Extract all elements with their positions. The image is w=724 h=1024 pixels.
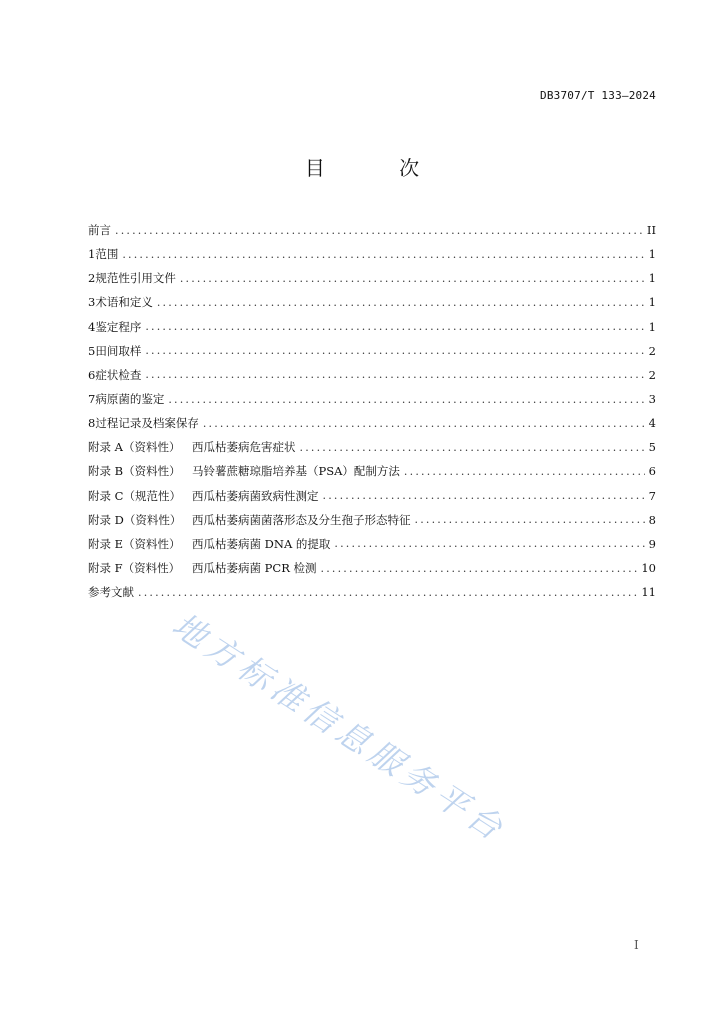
toc-entry-page: 2 xyxy=(648,367,656,382)
toc-entry[interactable] xyxy=(88,339,656,363)
toc-entry-number: 3 xyxy=(88,295,96,310)
page-number: I xyxy=(634,938,639,952)
toc-leader-dots xyxy=(180,272,645,285)
toc-entry-number: 附录 C（规范性） xyxy=(88,488,181,503)
toc-entry-number: 附录 E（资料性） xyxy=(88,536,181,551)
toc-entry-number: 1 xyxy=(88,247,96,262)
toc-entry-label: 西瓜枯萎病菌致病性测定 xyxy=(192,488,319,503)
toc-entry-label: 鉴定程序 xyxy=(95,319,142,334)
toc-entry-page: II xyxy=(646,223,656,238)
toc-leader-dots xyxy=(145,320,644,333)
toc-entry-number: 附录 D（资料性） xyxy=(88,512,182,527)
toc-entry-number: 8 xyxy=(88,416,96,431)
toc-entry[interactable] xyxy=(88,580,656,604)
toc-leader-dots xyxy=(323,489,645,502)
toc-entry-page: 2 xyxy=(648,343,656,358)
toc-entry[interactable] xyxy=(88,315,656,339)
toc-entry-label: 术语和定义 xyxy=(95,295,153,310)
document-code: DB3707/T 133—2024 xyxy=(540,89,656,102)
toc-leader-dots xyxy=(334,537,644,550)
toc-entry-label: 西瓜枯萎病菌菌落形态及分生孢子形态特征 xyxy=(192,512,411,527)
toc-entry-label: 马铃薯蔗糖琼脂培养基（PSA）配制方法 xyxy=(192,464,400,479)
toc-entry-number: 5 xyxy=(88,343,96,358)
toc-entry-number: 7 xyxy=(88,392,96,407)
toc-entry-page: 4 xyxy=(648,416,656,431)
toc-leader-dots xyxy=(404,465,645,478)
toc-leader-dots xyxy=(122,248,644,261)
toc-entry-number: 4 xyxy=(88,319,96,334)
toc-title: 目 次 xyxy=(304,156,454,180)
toc-entry-label: 参考文献 xyxy=(88,585,134,600)
toc-entry[interactable] xyxy=(88,266,656,290)
toc-entry-number: 附录 B（资料性） xyxy=(88,464,181,479)
toc-entry[interactable] xyxy=(88,387,656,411)
toc-entry-number: 2 xyxy=(88,271,96,286)
toc-entry-number: 6 xyxy=(88,367,96,382)
toc-leader-dots xyxy=(145,344,644,357)
toc-entry[interactable] xyxy=(88,363,656,387)
toc-entry-page: 6 xyxy=(648,464,656,479)
toc-entry-page: 1 xyxy=(648,319,656,334)
toc-entry-label: 田间取样 xyxy=(95,343,142,358)
toc-entry-page: 7 xyxy=(648,488,656,503)
toc-leader-dots xyxy=(321,562,638,575)
toc-entry-label: 规范性引用文件 xyxy=(95,271,176,286)
toc-entry-page: 3 xyxy=(648,392,656,407)
toc-leader-dots xyxy=(115,224,643,237)
watermark: 地方标准信息服务平台 xyxy=(165,605,514,851)
toc-entry-label: 范围 xyxy=(95,247,119,262)
toc-entry-label: 症状检查 xyxy=(95,367,142,382)
toc-entry-page: 5 xyxy=(648,440,656,455)
toc-leader-dots xyxy=(157,296,645,309)
toc-entry[interactable] xyxy=(88,532,656,556)
toc-entry-page: 8 xyxy=(648,512,656,527)
toc-entry[interactable] xyxy=(88,508,656,532)
toc-entry-label: 西瓜枯萎病菌 PCR 检测 xyxy=(192,561,317,576)
toc-leader-dots xyxy=(203,417,645,430)
table-of-contents xyxy=(88,218,656,604)
toc-entry[interactable] xyxy=(88,435,656,459)
toc-entry-label: 西瓜枯萎病危害症状 xyxy=(192,440,296,455)
toc-entry-label: 病原菌的鉴定 xyxy=(95,392,165,407)
toc-entry-page: 1 xyxy=(648,271,656,286)
toc-entry-page: 9 xyxy=(648,536,656,551)
toc-entry[interactable] xyxy=(88,290,656,314)
toc-entry[interactable] xyxy=(88,242,656,266)
toc-entry[interactable] xyxy=(88,411,656,435)
toc-leader-dots xyxy=(300,441,645,454)
toc-entry-page: 11 xyxy=(641,585,656,600)
toc-entry-page: 10 xyxy=(641,561,656,576)
toc-entry-label: 西瓜枯萎病菌 DNA 的提取 xyxy=(192,536,331,551)
toc-leader-dots xyxy=(415,513,645,526)
toc-entry[interactable] xyxy=(88,459,656,483)
toc-entry[interactable] xyxy=(88,484,656,508)
toc-entry[interactable] xyxy=(88,218,656,242)
toc-leader-dots xyxy=(145,368,644,381)
toc-entry-page: 1 xyxy=(648,295,656,310)
toc-leader-dots xyxy=(138,586,637,599)
toc-entry-label: 前言 xyxy=(88,223,111,238)
toc-entry-page: 1 xyxy=(648,247,656,262)
toc-leader-dots xyxy=(168,393,644,406)
toc-entry-label: 过程记录及档案保存 xyxy=(95,416,199,431)
toc-entry-number: 附录 F（资料性） xyxy=(88,561,181,576)
toc-entry[interactable] xyxy=(88,556,656,580)
toc-entry-number: 附录 A（资料性） xyxy=(88,440,181,455)
